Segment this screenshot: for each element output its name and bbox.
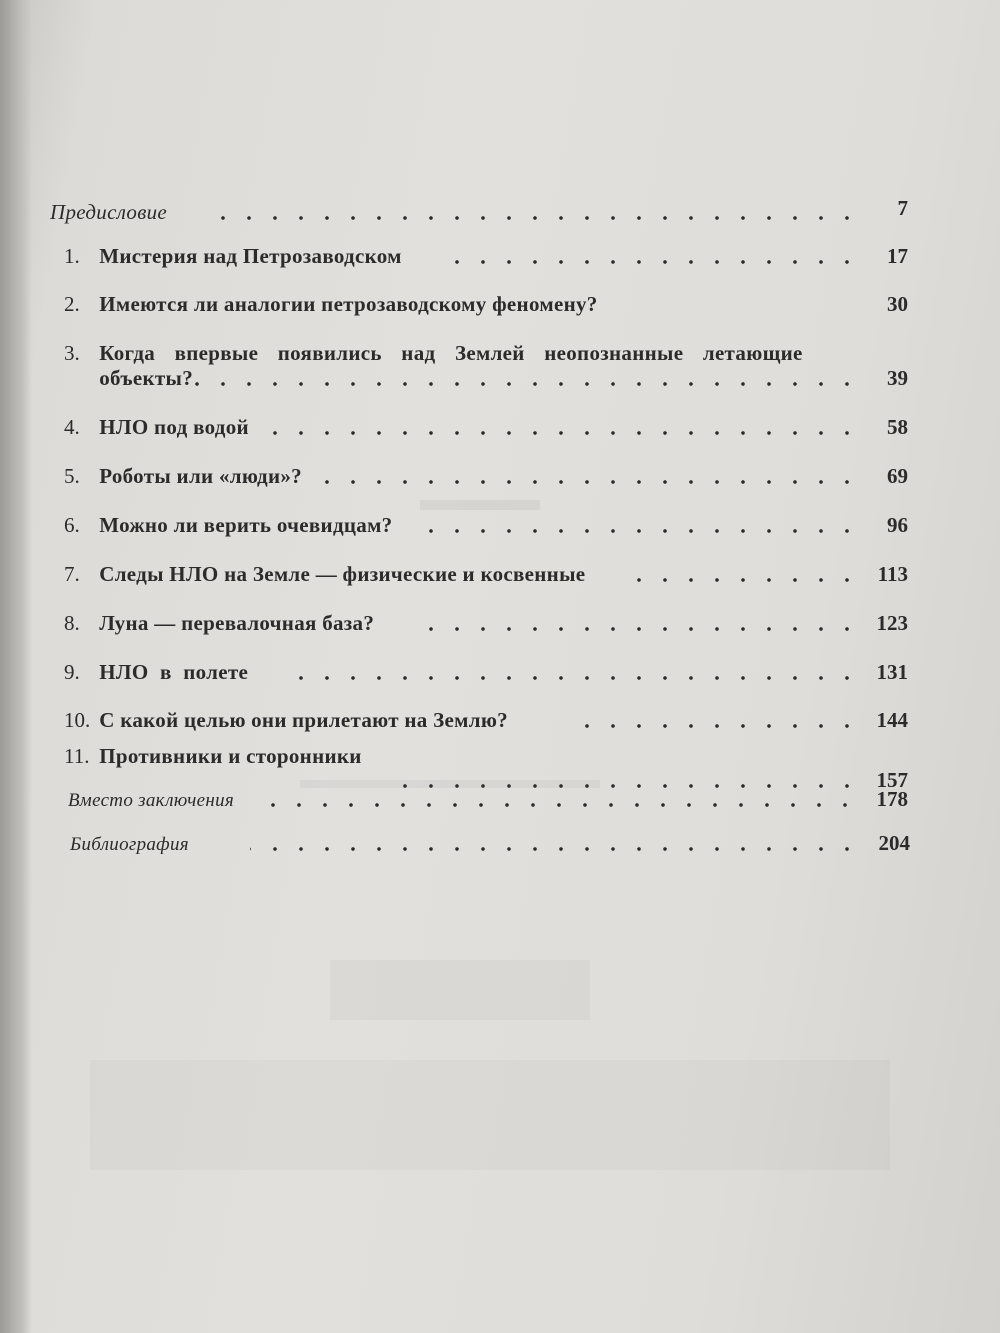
toc-page-number: 39 [887, 366, 908, 390]
toc-entry-title: НЛО в полете [99, 660, 249, 684]
toc-entry-preface [50, 196, 930, 225]
toc-entry-conclusion [68, 787, 948, 812]
toc-leader-dots [194, 381, 860, 387]
toc-leader-dots [279, 675, 860, 681]
toc-entry-title: Луна — перевалочная база? [99, 611, 375, 635]
toc-entry-number: 6. [64, 513, 80, 537]
toc-entry-title: Роботы или «люди»? [99, 464, 302, 488]
toc-entry-4 [64, 415, 944, 440]
toc-entry-number: 5. [64, 464, 80, 488]
toc-entry-title: Можно ли верить очевидцам? [99, 513, 393, 537]
show-through-text [300, 780, 600, 788]
toc-page-number: 17 [887, 244, 908, 268]
toc-entry-title: объекты? [99, 366, 194, 390]
toc-page-number: 30 [887, 292, 908, 316]
toc-page-number: 113 [877, 562, 908, 586]
toc-leader-dots [444, 259, 860, 265]
toc-entry-2 [64, 292, 944, 317]
toc-entry-title: Вместо заключения [68, 790, 235, 811]
toc-entry-title-part: С какой целью [99, 708, 246, 732]
toc-entry-title: Библиография [70, 834, 189, 855]
toc-entry-title: Мистерия над Петрозаводском [99, 244, 402, 268]
toc-entry-1 [64, 244, 944, 269]
toc-entry-number: 9. [64, 660, 80, 684]
toc-leader-dots [619, 577, 860, 583]
toc-page-number: 7 [897, 196, 908, 220]
toc-leader-dots [564, 723, 860, 729]
toc-entry-title-part: прилетают на Землю? [291, 708, 508, 732]
toc-page-number: 131 [876, 660, 908, 684]
toc-entry-title: Следы НЛО на Земле — физические и косвенные [99, 562, 586, 586]
toc-entry-number: 8. [64, 611, 80, 635]
toc-page-number: 96 [887, 513, 908, 537]
toc-entry-title: НЛО под водой [99, 415, 249, 439]
toc-page-number: 157 [876, 768, 908, 792]
toc-entry-8 [64, 611, 944, 636]
toc-leader-dots [215, 215, 860, 221]
toc-entry-3 [64, 341, 944, 366]
toc-leader-dots [324, 479, 860, 485]
show-through-text [420, 500, 540, 510]
toc-leader-dots [250, 846, 860, 852]
toc-entry-number: 10. [64, 708, 91, 732]
toc-page-number: 144 [876, 708, 908, 732]
toc-entry-title-emphasis: они [251, 708, 287, 732]
toc-entry-number: 1. [64, 244, 80, 268]
toc-page-number: 204 [878, 831, 910, 855]
toc-entry-10 [64, 708, 944, 733]
toc-page-number: 69 [887, 464, 908, 488]
toc-entry-6 [64, 513, 944, 538]
toc-page-number: 178 [876, 787, 908, 811]
toc-leader-dots [264, 430, 860, 436]
toc-entry-number: 7. [64, 562, 80, 586]
toc-entry-title: Когда впервые появились над Землей неопознанные летающие [99, 341, 803, 365]
toc-entry-title: Противники и сторонники [99, 744, 362, 768]
show-through-text [330, 960, 590, 1020]
toc-entry-9 [64, 660, 944, 685]
show-through-text [90, 1060, 890, 1170]
page-binding-shadow [0, 0, 32, 1333]
toc-entry-number: 11. [64, 744, 90, 768]
toc-leader-dots [409, 626, 860, 632]
toc-leader-dots [268, 802, 858, 808]
toc-entry-number: 4. [64, 415, 80, 439]
toc-entry-number: 3. [64, 341, 80, 365]
toc-entry-3-cont [64, 366, 944, 391]
toc-entry-bibliography [70, 831, 950, 856]
toc-page-number: 123 [876, 611, 908, 635]
toc-entry-5 [64, 464, 944, 489]
toc-entry-title: Предисловие [50, 200, 168, 224]
toc-entry-title: Имеются ли аналогии петрозаводскому феномену? [99, 292, 598, 316]
toc-page-number: 58 [887, 415, 908, 439]
toc-leader-dots [424, 528, 860, 534]
toc-entry-7 [64, 562, 944, 587]
toc-entry-number: 2. [64, 292, 80, 316]
toc-entry-11 [64, 744, 944, 792]
